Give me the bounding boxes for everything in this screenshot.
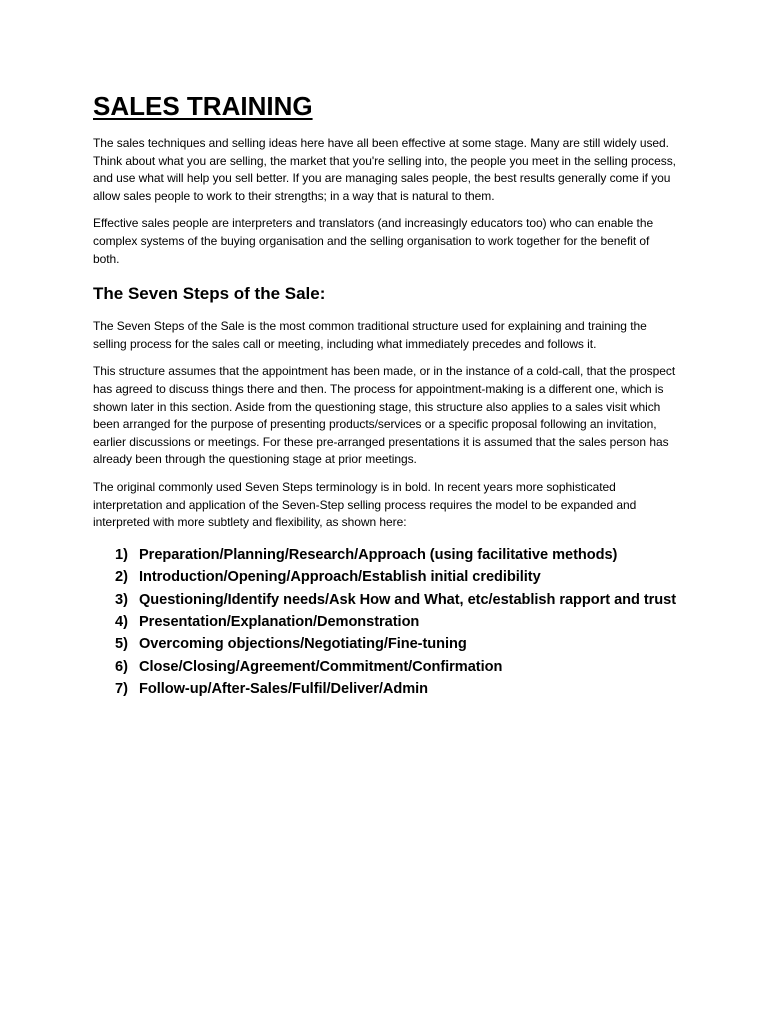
seven-steps-list	[93, 544, 677, 701]
step-number: 4)	[115, 613, 128, 630]
body-paragraph: This structure assumes that the appointment has been made, or in the instance of a cold-call, that the prospect has agreed to discuss things there and then. The process for appointment-making is a different one, which is shown later in this section. Aside from the questioning stage, this structure also applies to a sales visit which been arranged for the purpose of presenting products/services or a specific proposal following an invitation, earlier discussions or meetings. For these pre-arranged presentations it is assumed that the sales person has already been through the questioning stage at prior meetings.	[93, 364, 676, 467]
step-text: Follow-up/After-Sales/Fulfil/Deliver/Admin	[139, 681, 428, 698]
step-item	[93, 633, 677, 655]
step-item	[93, 544, 677, 566]
step-number: 7)	[115, 681, 128, 698]
step-item	[93, 656, 677, 678]
step-text: Overcoming objections/Negotiating/Fine-tuning	[139, 636, 467, 653]
document-page	[93, 88, 677, 701]
step-item	[93, 566, 677, 588]
step-text: Preparation/Planning/Research/Approach (using facilitative methods)	[139, 546, 618, 563]
intro-paragraph: The sales techniques and selling ideas here have all been effective at some stage. Many are still widely used. Think about what you are selling, the market that you're selling into, the people you meet in the selling process, and use what will help you sell better. If you are managing sales people, the best results generally come if you allow sales people to work to their strengths; in a way that is natural to them.	[93, 136, 676, 203]
body-paragraph: The original commonly used Seven Steps terminology is in bold. In recent years more sophisticated interpretation and application of the Seven-Step selling process requires the model to be expanded and interpreted with more subtlety and flexibility, as shown here:	[93, 479, 637, 530]
step-text: Introduction/Opening/Approach/Establish initial credibility	[139, 569, 541, 586]
body-paragraph: The Seven Steps of the Sale is the most common traditional structure used for explaining and training the selling process for the sales call or meeting, including what immediately precedes and follows it.	[93, 319, 647, 351]
section-heading: The Seven Steps of the Sale:	[93, 284, 326, 304]
step-item	[93, 678, 677, 700]
step-text: Close/Closing/Agreement/Commitment/Confirmation	[139, 658, 503, 675]
step-number: 2)	[115, 569, 128, 586]
intro-paragraph: Effective sales people are interpreters and translators (and increasingly educators too) who can enable the complex systems of the buying organisation and the selling organisation to work together for the benefit of both.	[93, 216, 654, 266]
step-item	[93, 611, 677, 633]
document-title: SALES TRAINING	[93, 91, 313, 121]
step-text: Presentation/Explanation/Demonstration	[139, 613, 420, 630]
step-number: 1)	[115, 546, 128, 563]
step-number: 6)	[115, 658, 128, 675]
step-text: Questioning/Identify needs/Ask How and What, etc/establish rapport and trust	[139, 591, 677, 608]
step-item	[93, 589, 677, 611]
step-number: 3)	[115, 591, 128, 608]
step-number: 5)	[115, 636, 128, 653]
